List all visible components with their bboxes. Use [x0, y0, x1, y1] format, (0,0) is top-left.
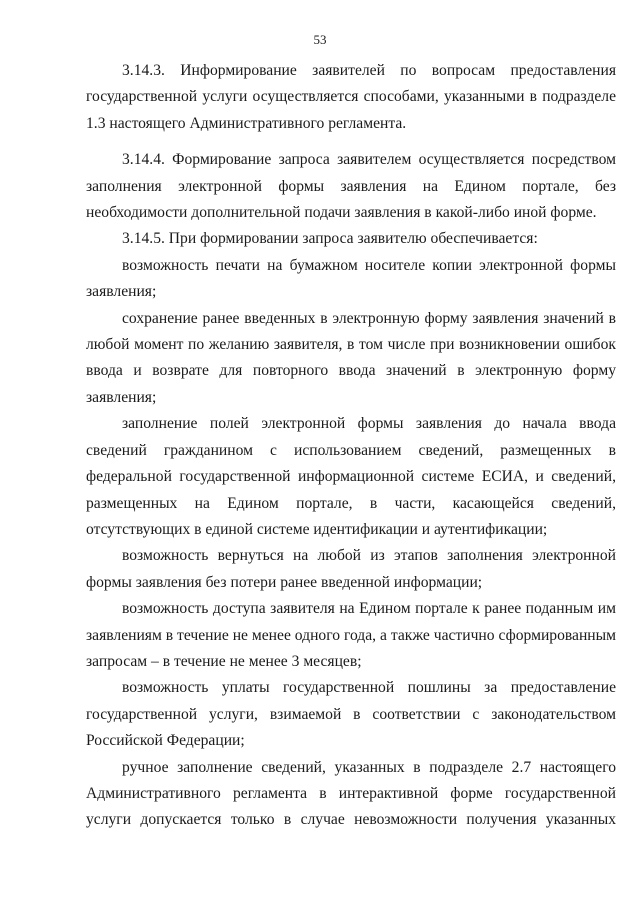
- list-item-access-applications: возможность доступа заявителя на Едином портале к ранее поданным им заявлениям в течение не менее одного года, а также частично сформированным запросам – в течение не менее 3 месяцев;: [86, 600, 616, 670]
- document-body: [86, 58, 616, 834]
- list-item-save-values: сохранение ранее введенных в электронную форму заявления значений в любой момент по желанию заявителя, в том числе при возникновении ошибок ввода и возврате для повторного ввода значений в электронную форму заявления;: [86, 309, 616, 406]
- page-number: 53: [313, 32, 327, 47]
- paragraph-3-14-4: 3.14.4. Формирование запроса заявителем осуществляется посредством заполнения электронной формы заявления на Едином портале, без необходимости дополнительной подачи заявления в какой-либо иной форме.: [86, 151, 616, 222]
- list-item-return-to-step: возможность вернуться на любой из этапов заполнения электронной формы заявления без потери ранее введенной информации;: [86, 547, 616, 591]
- list-item-pay-fee: возможность уплаты государственной пошлины за предоставление государственной услуги, взимаемой в соответствии с законодательством Российской Федерации;: [86, 679, 616, 750]
- list-item-print-copy: возможность печати на бумажном носителе копии электронной формы заявления;: [86, 256, 616, 301]
- paragraph-3-14-5: 3.14.5. При формировании запроса заявителю обеспечивается:: [122, 230, 538, 248]
- list-item-manual-entry: ручное заполнение сведений, указанных в подразделе 2.7 настоящего Административного регламента в интерактивной форме государственной услуги допускается только в случае невозможности получения указанных: [86, 758, 616, 829]
- list-item-prefill-esia: заполнение полей электронной формы заявления до начала ввода сведений гражданином с использованием сведений, размещенных в федеральной государственной информационной системе ЕСИА, и сведений, размещенных на Едином портале, в части, касающейся сведений, отсутствующих в единой системе идентификации и аутентификации;: [86, 415, 616, 538]
- paragraph-3-14-3: 3.14.3. Информирование заявителей по вопросам предоставления государственной услуги осуществляется способами, указанными в подразделе 1.3 настоящего Административного регламента.: [86, 62, 616, 132]
